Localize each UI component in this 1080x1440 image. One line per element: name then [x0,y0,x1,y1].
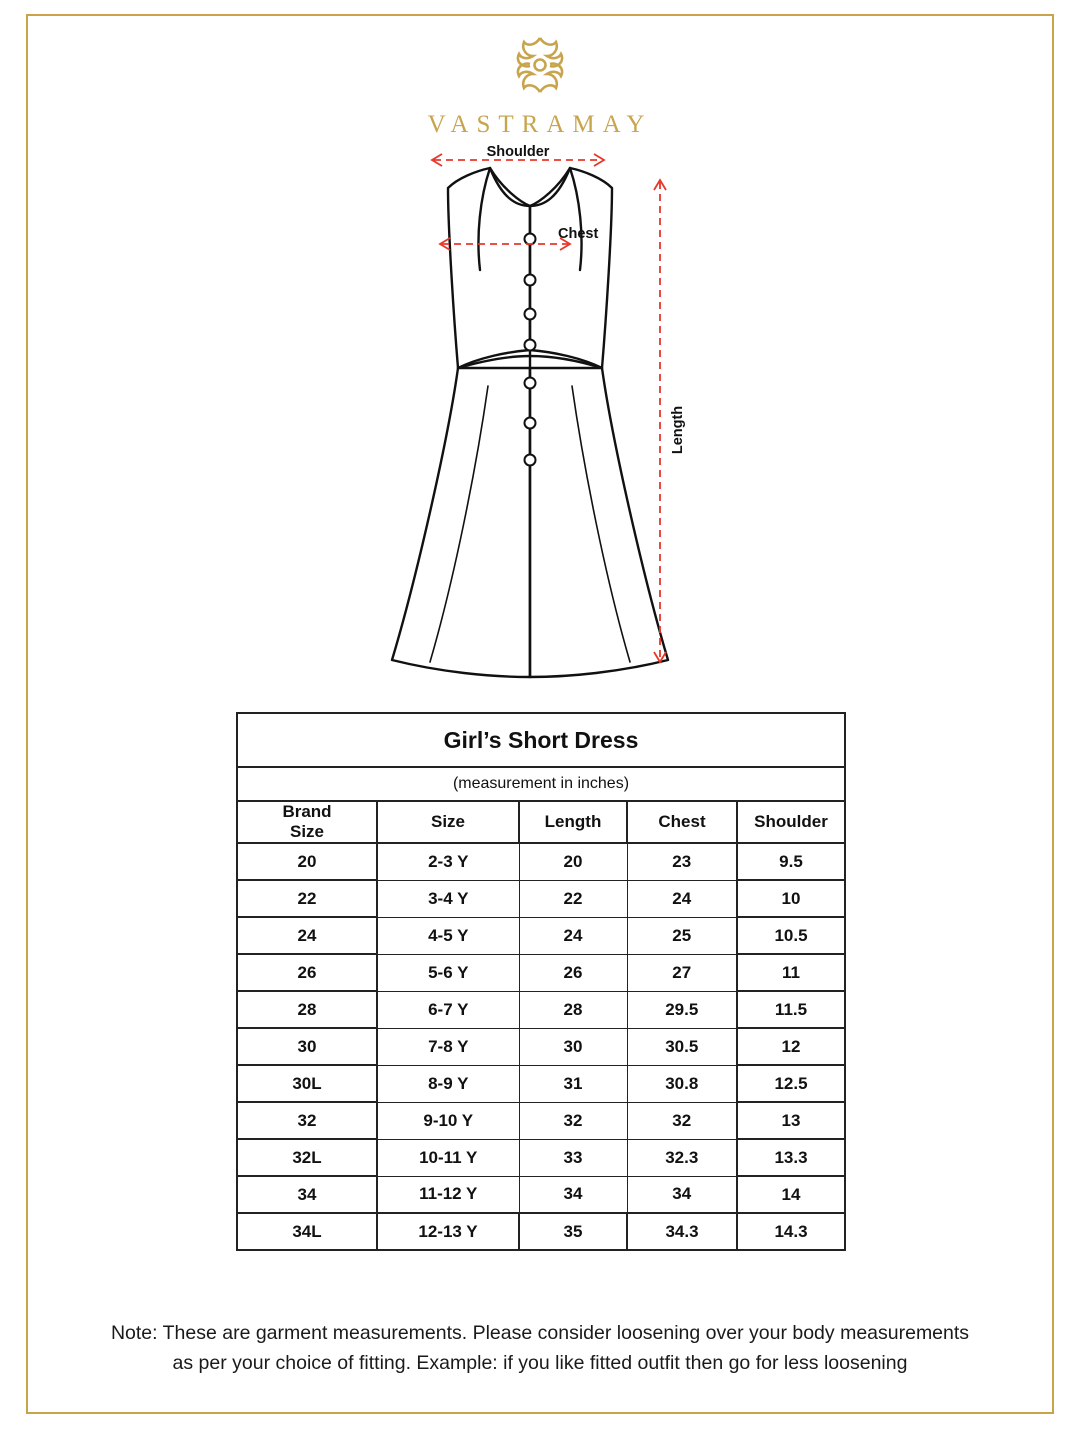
cell-size: 6-7 Y [377,991,519,1028]
cell-brand-size: 34 [237,1176,377,1213]
cell-shoulder: 10.5 [737,917,845,954]
note-line-2: as per your choice of fitting. Example: if you like fitted outfit then go for less loosening [172,1352,908,1375]
cell-length: 28 [519,991,627,1028]
cell-chest: 30.5 [627,1028,737,1065]
cell-brand-size: 28 [237,991,377,1028]
cell-shoulder: 12 [737,1028,845,1065]
cell-chest: 25 [627,917,737,954]
cell-chest: 34 [627,1176,737,1213]
table-row [237,1065,845,1102]
cell-brand-size: 34L [237,1213,377,1250]
cell-chest: 23 [627,843,737,880]
column-header-brand-size-line2: Size [289,822,325,841]
cell-size: 12-13 Y [377,1213,519,1250]
cell-chest: 34.3 [627,1213,737,1250]
table-row [237,1102,845,1139]
ornamental-medallion-icon [0,30,1080,105]
measurement-note [40,1318,1040,1378]
cell-brand-size: 24 [237,917,377,954]
cell-shoulder: 9.5 [737,843,845,880]
cell-chest: 24 [627,880,737,917]
cell-length: 31 [519,1065,627,1102]
cell-length: 26 [519,954,627,991]
table-row [237,1028,845,1065]
shoulder-label: Shoulder [486,144,550,160]
column-header-chest: Chest [627,801,737,843]
note-line-1: Note: These are garment measurements. Please consider loosening over your body measurements [110,1322,970,1344]
cell-length: 32 [519,1102,627,1139]
brand-name: VASTRAMAY [427,111,653,138]
cell-chest: 32 [627,1102,737,1139]
cell-length: 33 [519,1139,627,1176]
column-header-size: Size [377,801,519,843]
cell-brand-size: 30L [237,1065,377,1102]
brand-header [0,30,1080,139]
cell-size: 8-9 Y [377,1065,519,1102]
table-row [237,1213,845,1250]
cell-size: 3-4 Y [377,880,519,917]
cell-length: 20 [519,843,627,880]
cell-chest: 32.3 [627,1139,737,1176]
dress-illustration [330,140,750,685]
cell-brand-size: 22 [237,880,377,917]
table-title: Girl’s Short Dress [237,713,845,767]
cell-length: 30 [519,1028,627,1065]
cell-size: 5-6 Y [377,954,519,991]
cell-brand-size: 32L [237,1139,377,1176]
cell-size: 7-8 Y [377,1028,519,1065]
cell-shoulder: 14 [737,1176,845,1213]
size-chart-table [236,712,846,1251]
cell-shoulder: 10 [737,880,845,917]
table-subtitle: (measurement in inches) [237,767,845,801]
cell-size: 9-10 Y [377,1102,519,1139]
table-header-row [237,801,845,843]
cell-shoulder: 13.3 [737,1139,845,1176]
column-header-brand-size [237,801,377,843]
table-row [237,880,845,917]
cell-brand-size: 30 [237,1028,377,1065]
table-row [237,917,845,954]
cell-chest: 30.8 [627,1065,737,1102]
cell-length: 35 [519,1213,627,1250]
cell-size: 11-12 Y [377,1176,519,1213]
cell-size: 4-5 Y [377,917,519,954]
chest-label: Chest [558,226,599,242]
column-header-length: Length [519,801,627,843]
column-header-shoulder: Shoulder [737,801,845,843]
cell-size: 10-11 Y [377,1139,519,1176]
cell-brand-size: 20 [237,843,377,880]
cell-shoulder: 12.5 [737,1065,845,1102]
column-header-brand-size-line1: Brand [282,802,332,821]
table-row [237,843,845,880]
cell-chest: 29.5 [627,991,737,1028]
table-row [237,1176,845,1213]
cell-shoulder: 11 [737,954,845,991]
table-subtitle-row [237,767,845,801]
cell-brand-size: 32 [237,1102,377,1139]
cell-shoulder: 11.5 [737,991,845,1028]
length-label: Length [670,405,686,455]
table-title-row [237,713,845,767]
cell-size: 2-3 Y [377,843,519,880]
table-row [237,1139,845,1176]
cell-chest: 27 [627,954,737,991]
table-row [237,991,845,1028]
cell-length: 24 [519,917,627,954]
cell-shoulder: 14.3 [737,1213,845,1250]
cell-brand-size: 26 [237,954,377,991]
cell-length: 34 [519,1176,627,1213]
table-body [237,713,845,1250]
table-row [237,954,845,991]
cell-length: 22 [519,880,627,917]
cell-shoulder: 13 [737,1102,845,1139]
